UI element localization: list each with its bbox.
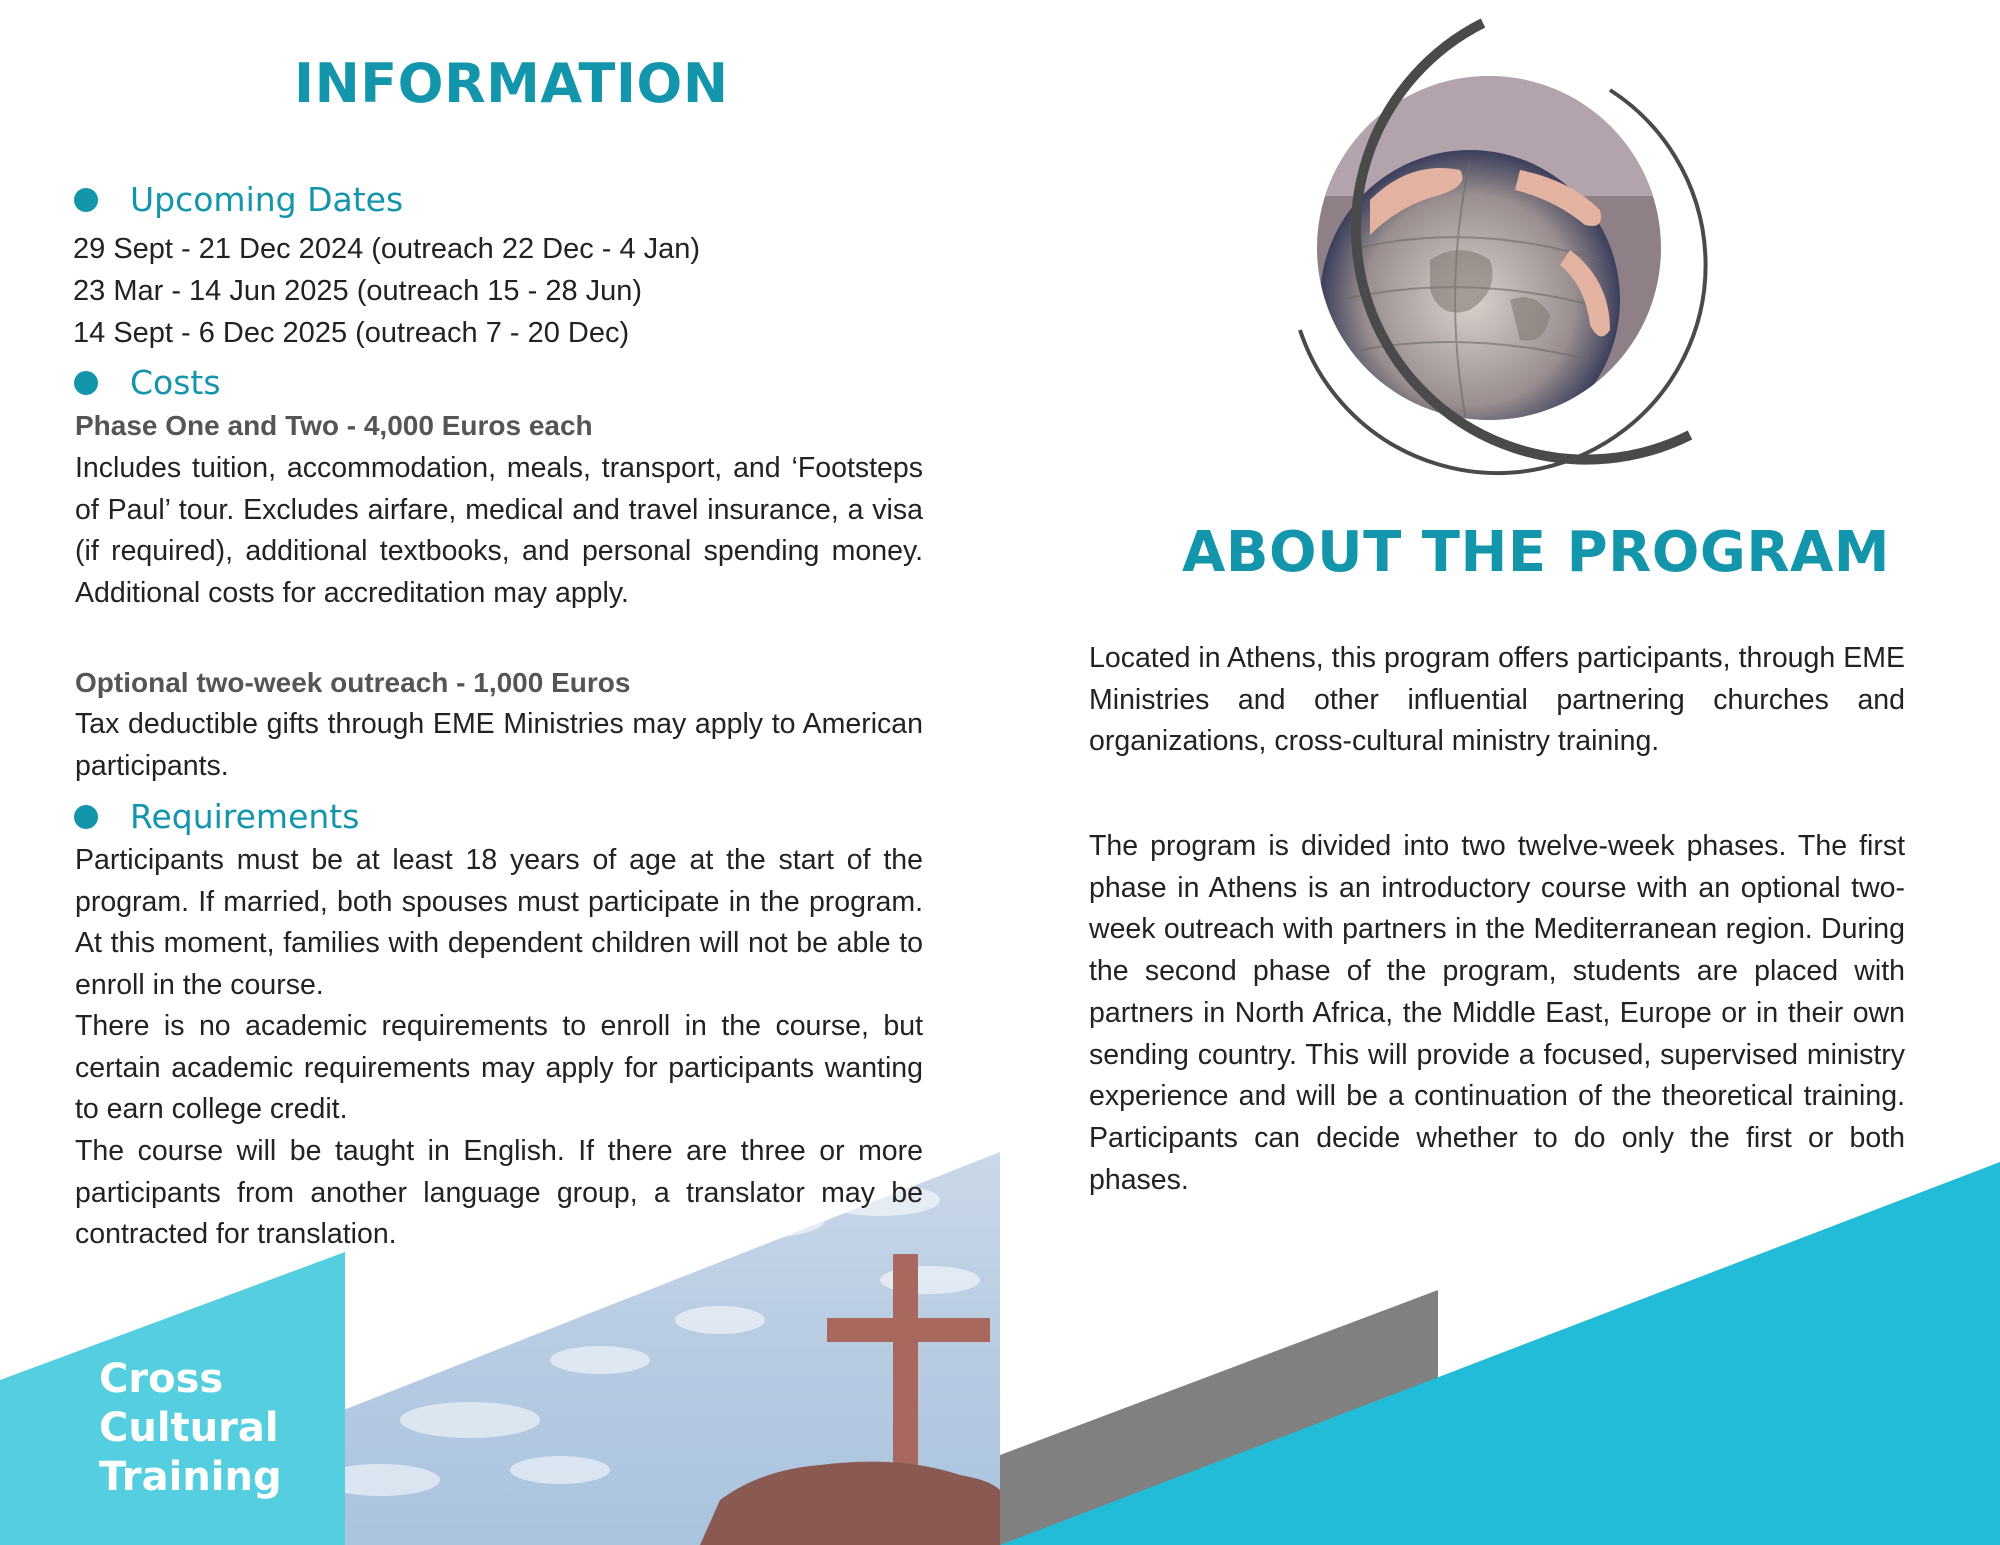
outreach-cost-label: Optional two-week outreach - 1,000 Euros	[75, 667, 631, 698]
date-line: 23 Mar - 14 Jun 2025 (outreach 15 - 28 Jun)	[73, 275, 643, 307]
requirements-paragraph-age: Participants must be at least 18 years of age at the start of the program. If married, both spouses must participate in the program. At this moment, families with dependent children will not be able to enroll in the course.	[75, 844, 923, 1002]
outreach-cost-text: Tax deductible gifts through EME Ministries may apply to American participants.	[75, 708, 923, 782]
badge-line: Cultural	[99, 1405, 279, 1451]
bullet-icon	[74, 371, 98, 395]
phase-cost-text: Includes tuition, accommodation, meals, transport, and ‘Footsteps of Paul’ tour. Excludes airfare, medical and travel insurance, a visa (if required), additional textbooks, and personal spending money. Additional costs for accreditation may apply.	[75, 452, 923, 610]
cross-cultural-training-label	[99, 1355, 282, 1502]
information-title: INFORMATION	[294, 52, 729, 115]
about-paragraph-intro: Located in Athens, this program offers participants, through EME Ministries and other influential partnering churches and organizations, cross-cultural ministry training.	[1089, 642, 1905, 758]
dates-list	[73, 228, 700, 354]
bullet-icon	[74, 805, 98, 829]
requirements-paragraph-academic: There is no academic requirements to enroll in the course, but certain academic requirements may apply for participants wanting to earn college credit.	[75, 1010, 923, 1126]
about-paragraph-phases: The program is divided into two twelve-week phases. The first phase in Athens is an introductory course with an optional two-week outreach with partners in the Mediterranean region. During the second phase of the program, students are placed with partners in North Africa, the Middle East, Europe or in their own sending country. This will provide a focused, supervised ministry experience and will be a continuation of the theoretical training. Participants can decide whether to do only the first or both phases.	[1089, 830, 1905, 1196]
requirements-label: Requirements	[130, 797, 360, 836]
costs-label: Costs	[130, 363, 221, 402]
phase-cost-label: Phase One and Two - 4,000 Euros each	[75, 410, 593, 441]
about-title: ABOUT THE PROGRAM	[1182, 520, 1891, 585]
requirements-heading	[74, 797, 359, 836]
requirements-paragraph-language: The course will be taught in English. If there are three or more participants from another language group, a translator may be contracted for translation.	[75, 1135, 923, 1251]
badge-line: Training	[99, 1454, 282, 1500]
costs-heading	[74, 363, 221, 402]
badge-line: Cross	[99, 1356, 224, 1402]
upcoming-dates-label: Upcoming Dates	[130, 180, 404, 219]
date-line: 14 Sept - 6 Dec 2025 (outreach 7 - 20 Dec)	[73, 317, 630, 349]
bullet-icon	[74, 188, 98, 212]
upcoming-dates-heading	[74, 180, 403, 219]
cyan-diagonal	[1000, 1162, 2000, 1545]
date-line: 29 Sept - 21 Dec 2024 (outreach 22 Dec - 4 Jan)	[73, 233, 701, 265]
hands-on-globe-photo	[1317, 76, 1661, 450]
